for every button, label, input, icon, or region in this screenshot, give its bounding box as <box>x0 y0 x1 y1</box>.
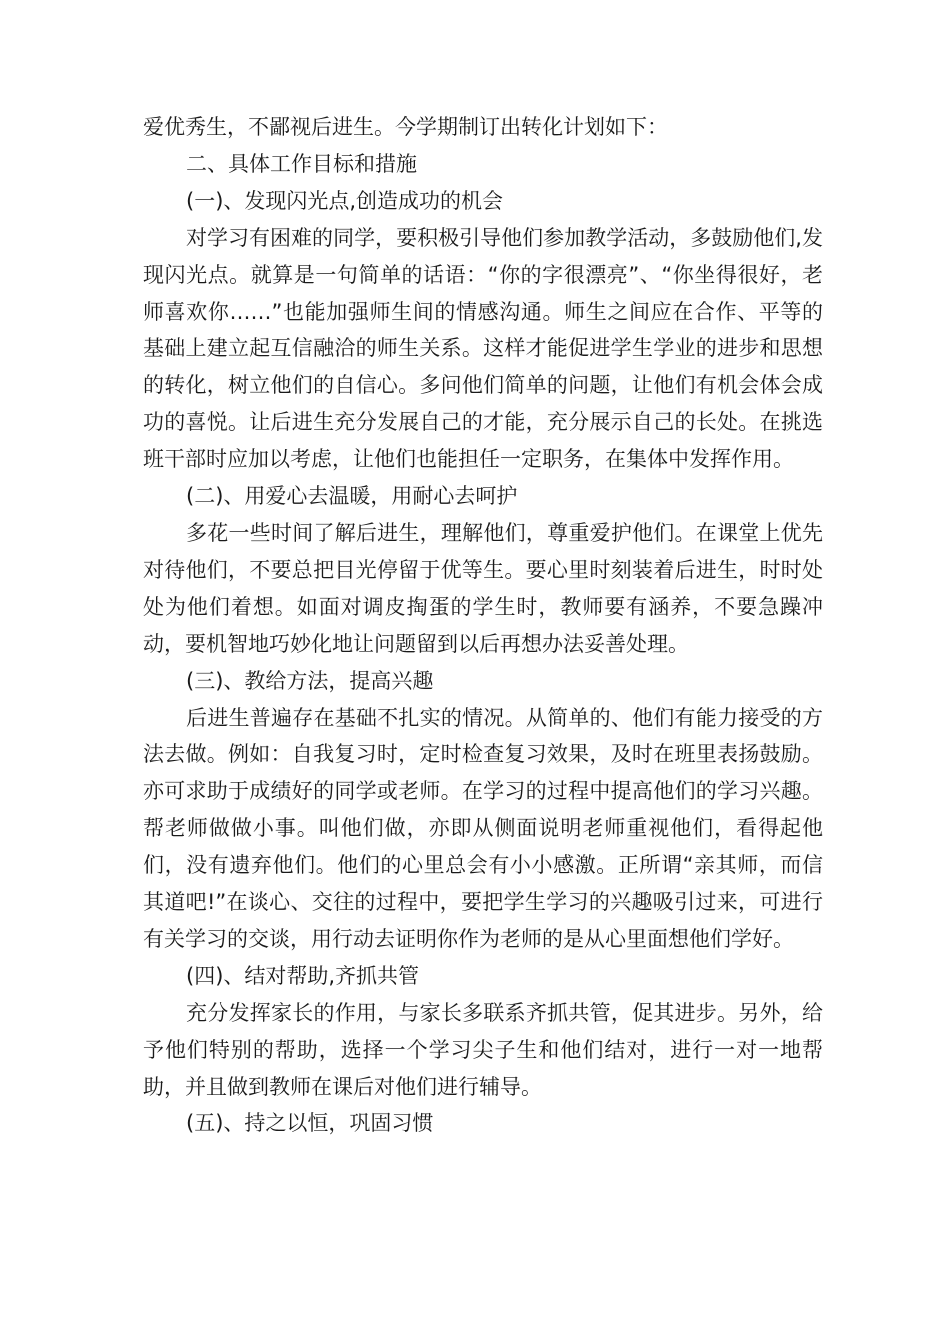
item-body-3: 后进生普遍存在基础不扎实的情况。从简单的、他们有能力接受的方法去做。例如：自我复习时，定时检查复习效果，及时在班里表扬鼓励。亦可求助于成绩好的同学或老师。在学习的过程中提高他们的学习兴趣。帮老师做做小事。叫他们做，亦即从侧面说明老师重视他们，看得起他们，没有遗弃他们。他们的心里总会有小小感激。正所谓“亲其师，而信其道吧!”在谈心、交往的过程中，要把学生学习的兴趣吸引过来，可进行有关学习的交谈，用行动去证明你作为老师的是从心里面想他们学好。 <box>143 705 823 951</box>
item-body-2: 多花一些时间了解后进生，理解他们，尊重爱护他们。在课堂上优先对待他们，不要总把目光停留于优等生。要心里时刻装着后进生，时时处处为他们着想。如面对调皮掏蛋的学生时，教师要有涵养，不要急躁冲动，要机智地巧妙化地让问题留到以后再想办法妥善处理。 <box>143 520 823 656</box>
item-body-1: 对学习有困难的同学，要积极引导他们参加教学活动，多鼓励他们,发现闪光点。就算是一句简单的话语：“你的字很漂亮”、“你坐得很好，老师喜欢你……”也能加强师生间的情感沟通。师生之间应在合作、平等的基础上建立起互信融洽的师生关系。这样才能促进学生学业的进步和思想的转化，树立他们的自信心。多问他们简单的问题，让他们有机会体会成功的喜悦。让后进生充分发展自己的才能，充分展示自己的长处。在挑选班干部时应加以考虑，让他们也能担任一定职务，在集体中发挥作用。 <box>143 225 823 472</box>
item-heading-5: (五)、持之以恒，巩固习惯 <box>186 1111 434 1136</box>
section-heading: 二、具体工作目标和措施 <box>186 151 417 176</box>
intro-paragraph-tail: 爱优秀生，不鄙视后进生。今学期制订出转化计划如下： <box>143 115 668 139</box>
item-body-4: 充分发挥家长的作用，与家长多联系齐抓共管，促其进步。另外，给予他们特别的帮助，选择一个学习尖子生和他们结对，进行一对一地帮助，并且做到教师在课后对他们进行辅导。 <box>143 1000 823 1099</box>
item-heading-3: (三)、教给方法，提高兴趣 <box>186 668 434 693</box>
item-heading-1: (一)、发现闪光点,创造成功的机会 <box>186 188 504 213</box>
document-page <box>143 109 823 1142</box>
item-heading-2: (二)、用爱心去温暖，用耐心去呵护 <box>186 484 518 509</box>
item-heading-4: (四)、结对帮助,齐抓共管 <box>186 963 420 988</box>
